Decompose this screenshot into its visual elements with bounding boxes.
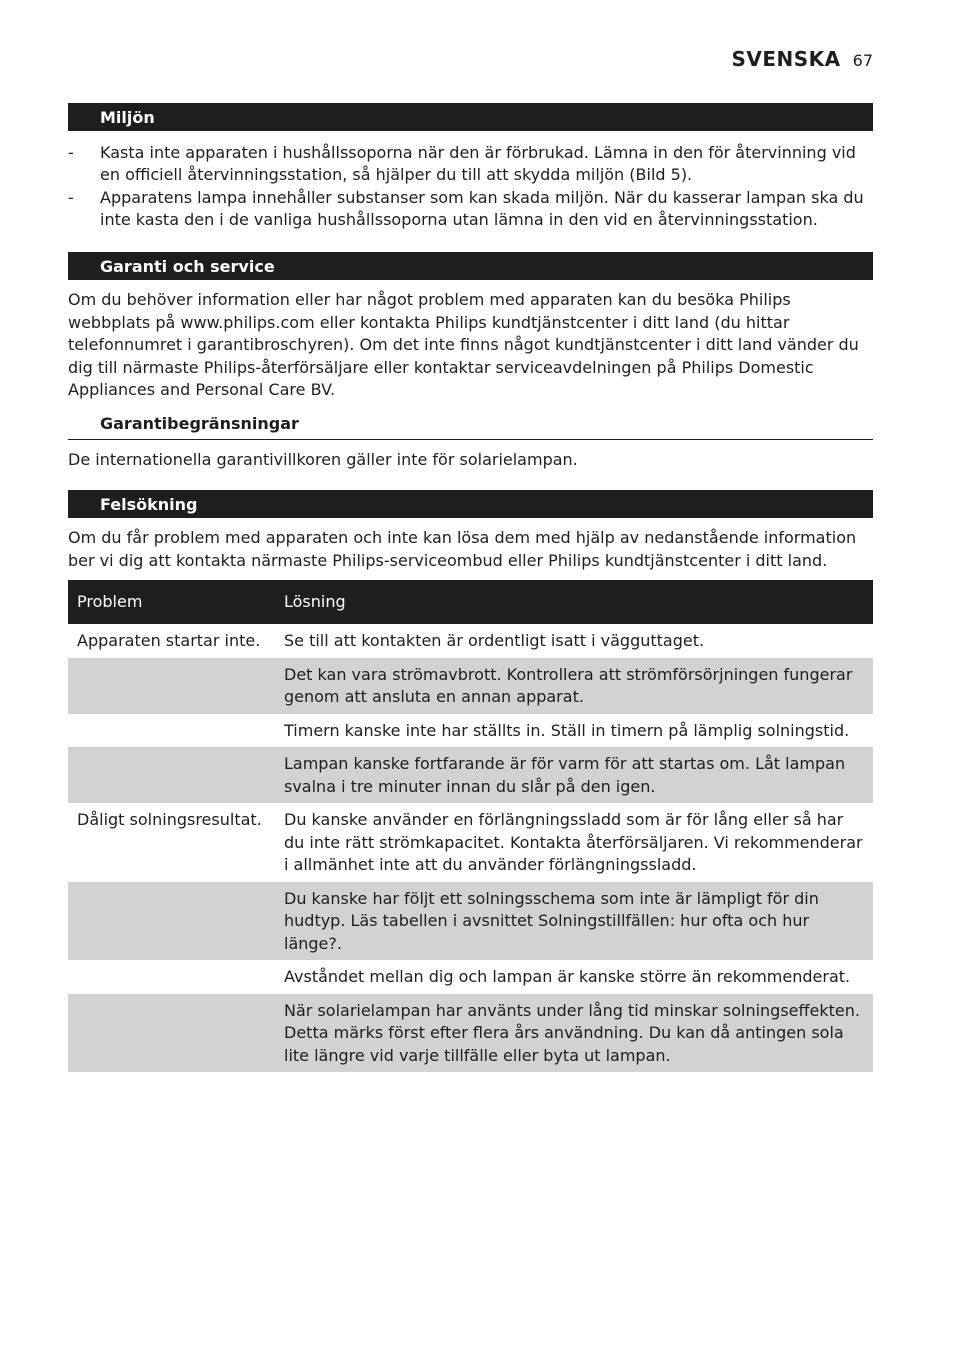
section-title-troubleshooting: Felsökning (100, 495, 198, 514)
bullet-dash: - (68, 143, 74, 162)
problem-cell (68, 747, 275, 803)
section-title-environment: Miljön (100, 108, 155, 127)
language-label: SVENSKA (731, 47, 841, 71)
limitations-paragraph: De internationella garantivillkoren gäller inte för solarielampan. (68, 450, 578, 469)
table-row (68, 994, 873, 1073)
column-header-problem: Problem (68, 580, 275, 624)
list-item-text: Kasta inte apparaten i hushållssoporna när den är förbrukad. Lämna in den för återvinning vid en officiell återvinningsstation, så hjälper du till att skydda miljön (Bild 5). (100, 143, 856, 184)
table-row (68, 882, 873, 961)
problem-cell: Dåligt solningsresultat. (77, 810, 262, 829)
table-row (68, 960, 873, 994)
troubleshooting-intro: Om du får problem med apparaten och inte kan lösa dem med hjälp av nedanstående information ber vi dig att kontakta närmaste Philips-serviceombud eller Philips kundtjänstcenter i ditt land. (68, 528, 857, 570)
section-bar-guarantee (68, 252, 873, 280)
guarantee-text-1: Om du behöver information eller har något problem med apparaten kan du besöka Philips webbplats på (68, 290, 791, 332)
section-bar-troubleshooting (68, 490, 873, 518)
table-row (68, 747, 873, 803)
table-header-row (68, 580, 873, 624)
solution-cell: Du kanske använder en förlängningssladd som är för lång eller så har du inte rätt strömkapacitet. Kontakta återförsäljaren. Vi rekommenderar i allmänhet inte att du använder förlängningssladd. (284, 810, 863, 874)
solution-cell: Lampan kanske fortfarande är för varm för att startas om. Låt lampan svalna i tre minuter innan du slår på den igen. (275, 747, 873, 803)
column-header-solution: Lösning (275, 580, 873, 624)
guarantee-paragraph (68, 289, 873, 402)
problem-cell (68, 714, 275, 748)
solution-cell: Du kanske har följt ett solningsschema som inte är lämpligt för din hudtyp. Läs tabellen i avsnittet Solningstillfällen: hur ofta och hur länge?. (275, 882, 873, 961)
list-item-text: Apparatens lampa innehåller substanser som kan skada miljön. När du kasserar lampan ska du inte kasta den i de vanliga hushållssoporna utan lämna in den vid en återvinningsstation. (100, 188, 864, 229)
bullet-dash: - (68, 188, 74, 207)
problem-cell (68, 882, 275, 961)
table-row (68, 803, 873, 882)
solution-cell: Timern kanske inte har ställts in. Ställ in timern på lämplig solningstid. (284, 720, 850, 740)
problem-cell (68, 994, 275, 1073)
problem-cell (68, 658, 275, 714)
solution-cell: Det kan vara strömavbrott. Kontrollera att strömförsörjningen fungerar genom att ansluta en annan apparat. (275, 658, 873, 714)
troubleshooting-table (68, 580, 873, 1072)
section-title-guarantee: Garanti och service (100, 257, 275, 276)
problem-cell (68, 960, 275, 994)
solution-cell: När solarielampan har använts under lång tid minskar solningseffekten. Detta märks först efter flera års användning. Du kan då antingen sola lite längre vid varje tillfälle eller byta ut lampan. (275, 994, 873, 1073)
problem-cell: Apparaten startar inte. (77, 631, 261, 650)
page-number: 67 (852, 51, 873, 70)
environment-list (68, 142, 873, 232)
list-item (68, 187, 873, 231)
list-item (68, 142, 873, 186)
philips-website-link[interactable]: www.philips.com (180, 312, 315, 332)
table-row (68, 714, 873, 748)
subsection-title-limitations: Garantibegränsningar (100, 414, 299, 433)
table-row (68, 658, 873, 714)
subsection-limitations (68, 411, 873, 440)
page-header (731, 47, 873, 71)
guarantee-text-2: eller kontakta Philips kundtjänstcenter i ditt land (du hittar telefonnumret i garantibroschyren). Om det inte finns något kundtjänstcenter i ditt land vänder du dig till närmaste Philips-återförsäljare eller kontaktar serviceavdelningen på Philips Domestic Appliances and Personal Care BV. (68, 312, 859, 399)
solution-cell: Avståndet mellan dig och lampan är kanske större än rekommenderat. (284, 967, 851, 986)
table-row (68, 624, 873, 658)
section-bar-environment (68, 103, 873, 131)
solution-cell: Se till att kontakten är ordentligt isatt i vägguttaget. (284, 631, 705, 650)
